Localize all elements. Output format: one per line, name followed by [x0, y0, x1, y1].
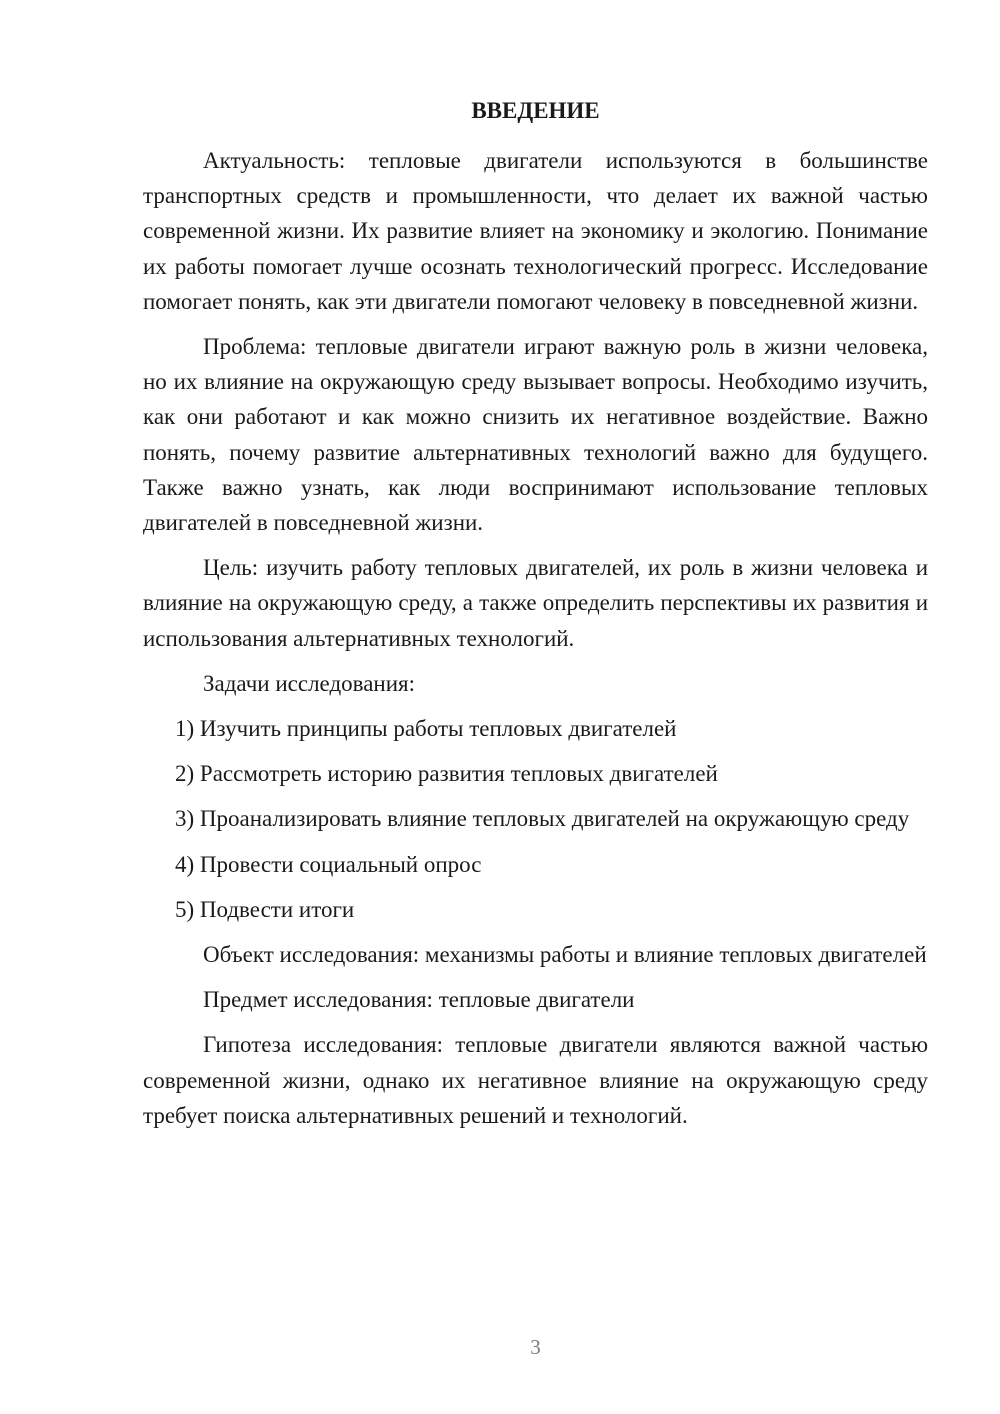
task-list — [143, 711, 928, 927]
document-body — [143, 143, 928, 1143]
task-item: 3) Проанализировать влияние тепловых двигателей на окружающую среду — [175, 806, 910, 832]
paragraph-problem: Проблема: тепловые двигатели играют важную роль в жизни человека, но их влияние на окружающую среду вызывает вопросы. Необходимо изучить, как они работают и как можно снизить их негативное воздействие. Важно понять, почему развитие альтернативных технологий важно для будущего. Также важно узнать, как люди воспринимают использование тепловых двигателей в повседневной жизни. — [143, 334, 928, 536]
paragraph-subject: Предмет исследования: тепловые двигатели — [203, 987, 635, 1013]
section-heading: ВВЕДЕНИЕ — [471, 98, 600, 123]
task-item: 2) Рассмотреть историю развития тепловых двигателей — [175, 761, 718, 787]
task-item: 1) Изучить принципы работы тепловых двигателей — [175, 716, 677, 742]
paragraph-object: Объект исследования: механизмы работы и влияние тепловых двигателей — [203, 942, 927, 968]
tasks-heading: Задачи исследования: — [203, 670, 416, 696]
task-item: 5) Подвести итоги — [175, 896, 355, 922]
paragraph-hypothesis: Гипотеза исследования: тепловые двигатели являются важной частью современной жизни, однако их негативное влияние на окружающую среду требует поиска альтернативных решений и технологий. — [143, 1032, 928, 1128]
page-number: 3 — [530, 1335, 541, 1359]
paragraph-goal: Цель: изучить работу тепловых двигателей, их роль в жизни человека и влияние на окружающую среду, а также определить перспективы их развития и использования альтернативных технологий. — [143, 555, 928, 651]
task-item: 4) Провести социальный опрос — [175, 851, 482, 877]
paragraph-relevance: Актуальность: тепловые двигатели используются в большинстве транспортных средств и промышленности, что делает их важной частью современной жизни. Их развитие влияет на экономику и экологию. Понимание их работы помогает лучше осознать технологический прогресс. Исследование помогает понять, как эти двигатели помогают человеку в повседневной жизни. — [143, 148, 928, 314]
